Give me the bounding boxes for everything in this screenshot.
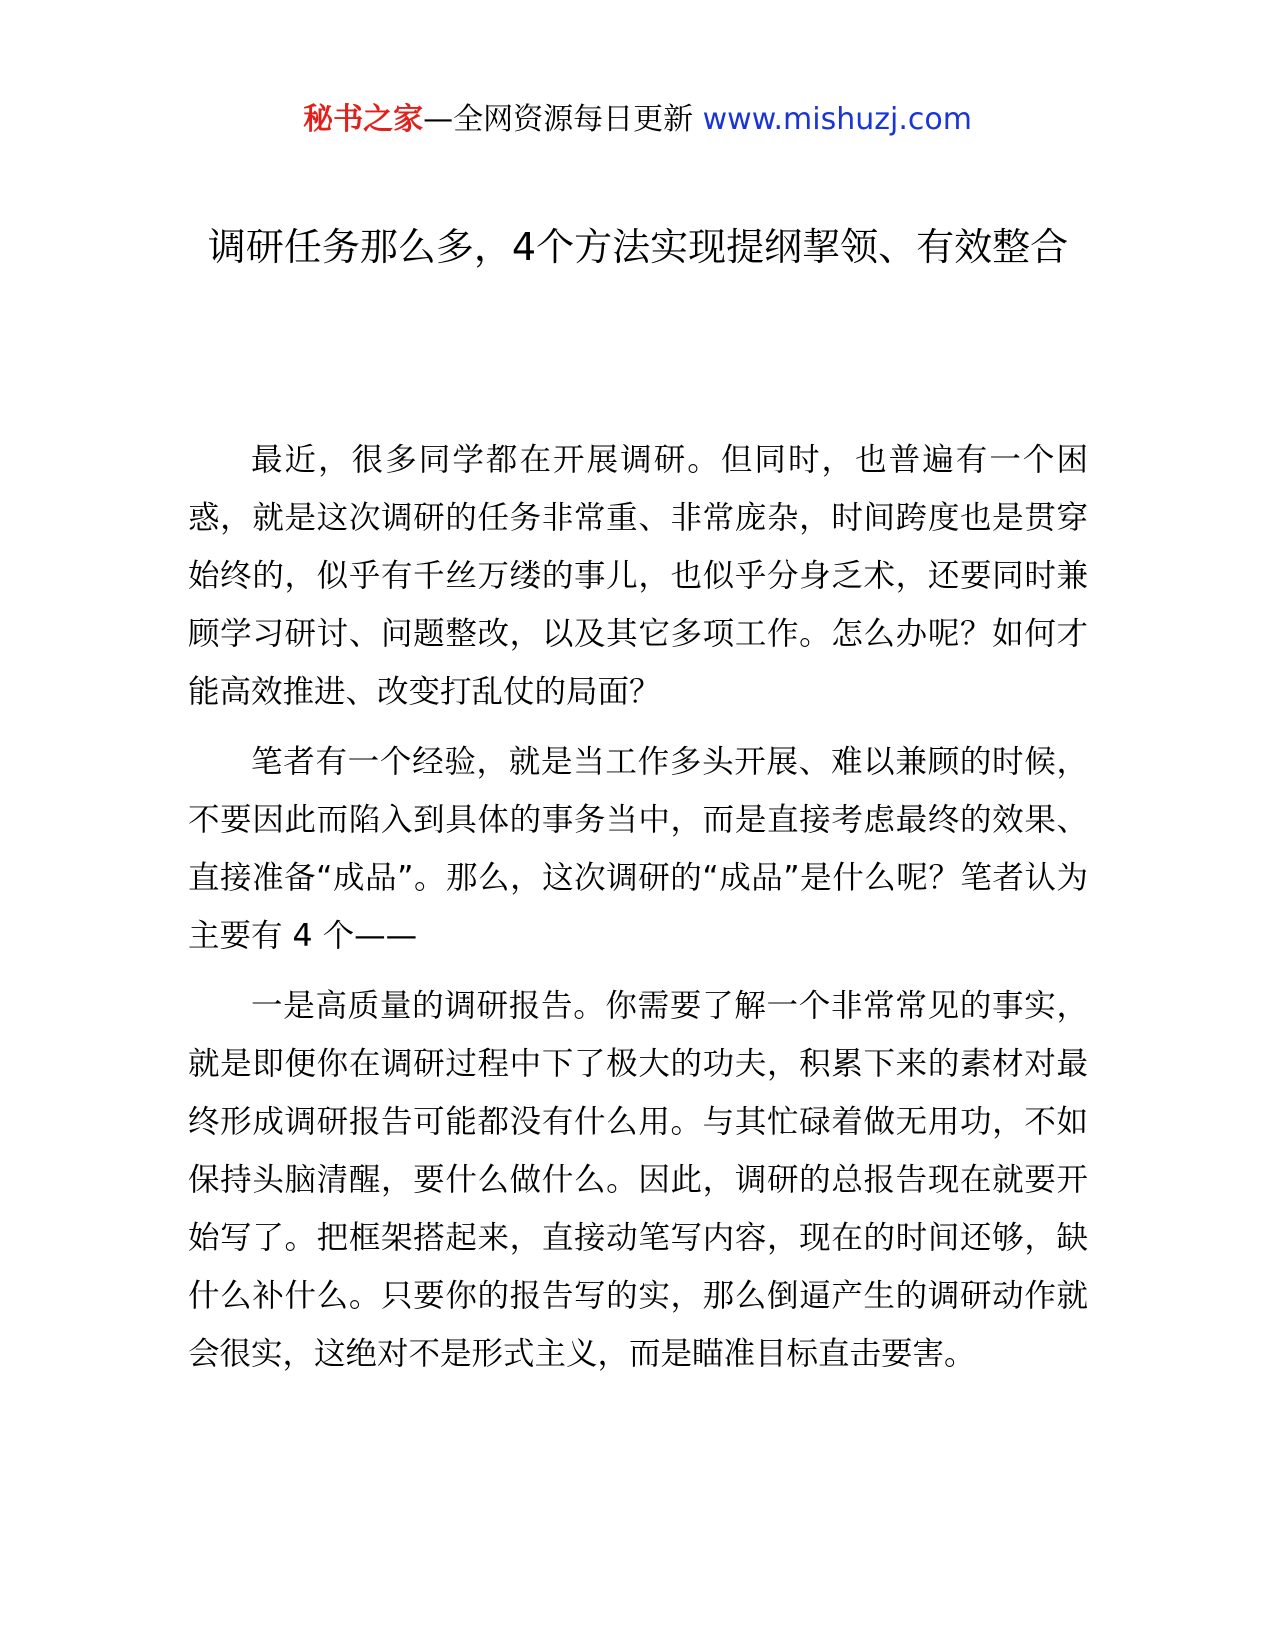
site-tagline: —全网资源每日更新 [423,102,703,137]
site-url-link[interactable]: www.mishuzj.com [702,102,972,137]
article-body [188,431,1088,1395]
paragraph: 一是高质量的调研报告。你需要了解一个非常常见的事实，就是即便你在调研过程中下了极大的功夫，积累下来的素材对最终形成调研报告可能都没有什么用。与其忙碌着做无用功，不如保持头脑清醒，要什么做什么。因此，调研的总报告现在就要开始写了。把框架搭起来，直接动笔写内容，现在的时间还够，缺什么补什么。只要你的报告写的实，那么倒逼产生的调研动作就会很实，这绝对不是形式主义，而是瞄准目标直击要害。 [188,988,1088,1372]
paragraph: 笔者有一个经验，就是当工作多头开展、难以兼顾的时候，不要因此而陷入到具体的事务当中，而是直接考虑最终的效果、直接准备“成品”。那么，这次调研的“成品”是什么呢？笔者认为主要有 4 个—— [188,744,1088,954]
paragraph: 最近，很多同学都在开展调研。但同时，也普遍有一个困惑，就是这次调研的任务非常重、非常庞杂，时间跨度也是贯穿始终的，似乎有千丝万缕的事儿，也似乎分身乏术，还要同时兼顾学习研讨、问题整改，以及其它多项工作。怎么办呢？如何才能高效推进、改变打乱仗的局面？ [188,442,1088,710]
site-header [0,100,1275,140]
article-title: 调研任务那么多，4个方法实现提纲挈领、有效整合 [207,225,1069,269]
site-name: 秘书之家 [303,102,424,137]
